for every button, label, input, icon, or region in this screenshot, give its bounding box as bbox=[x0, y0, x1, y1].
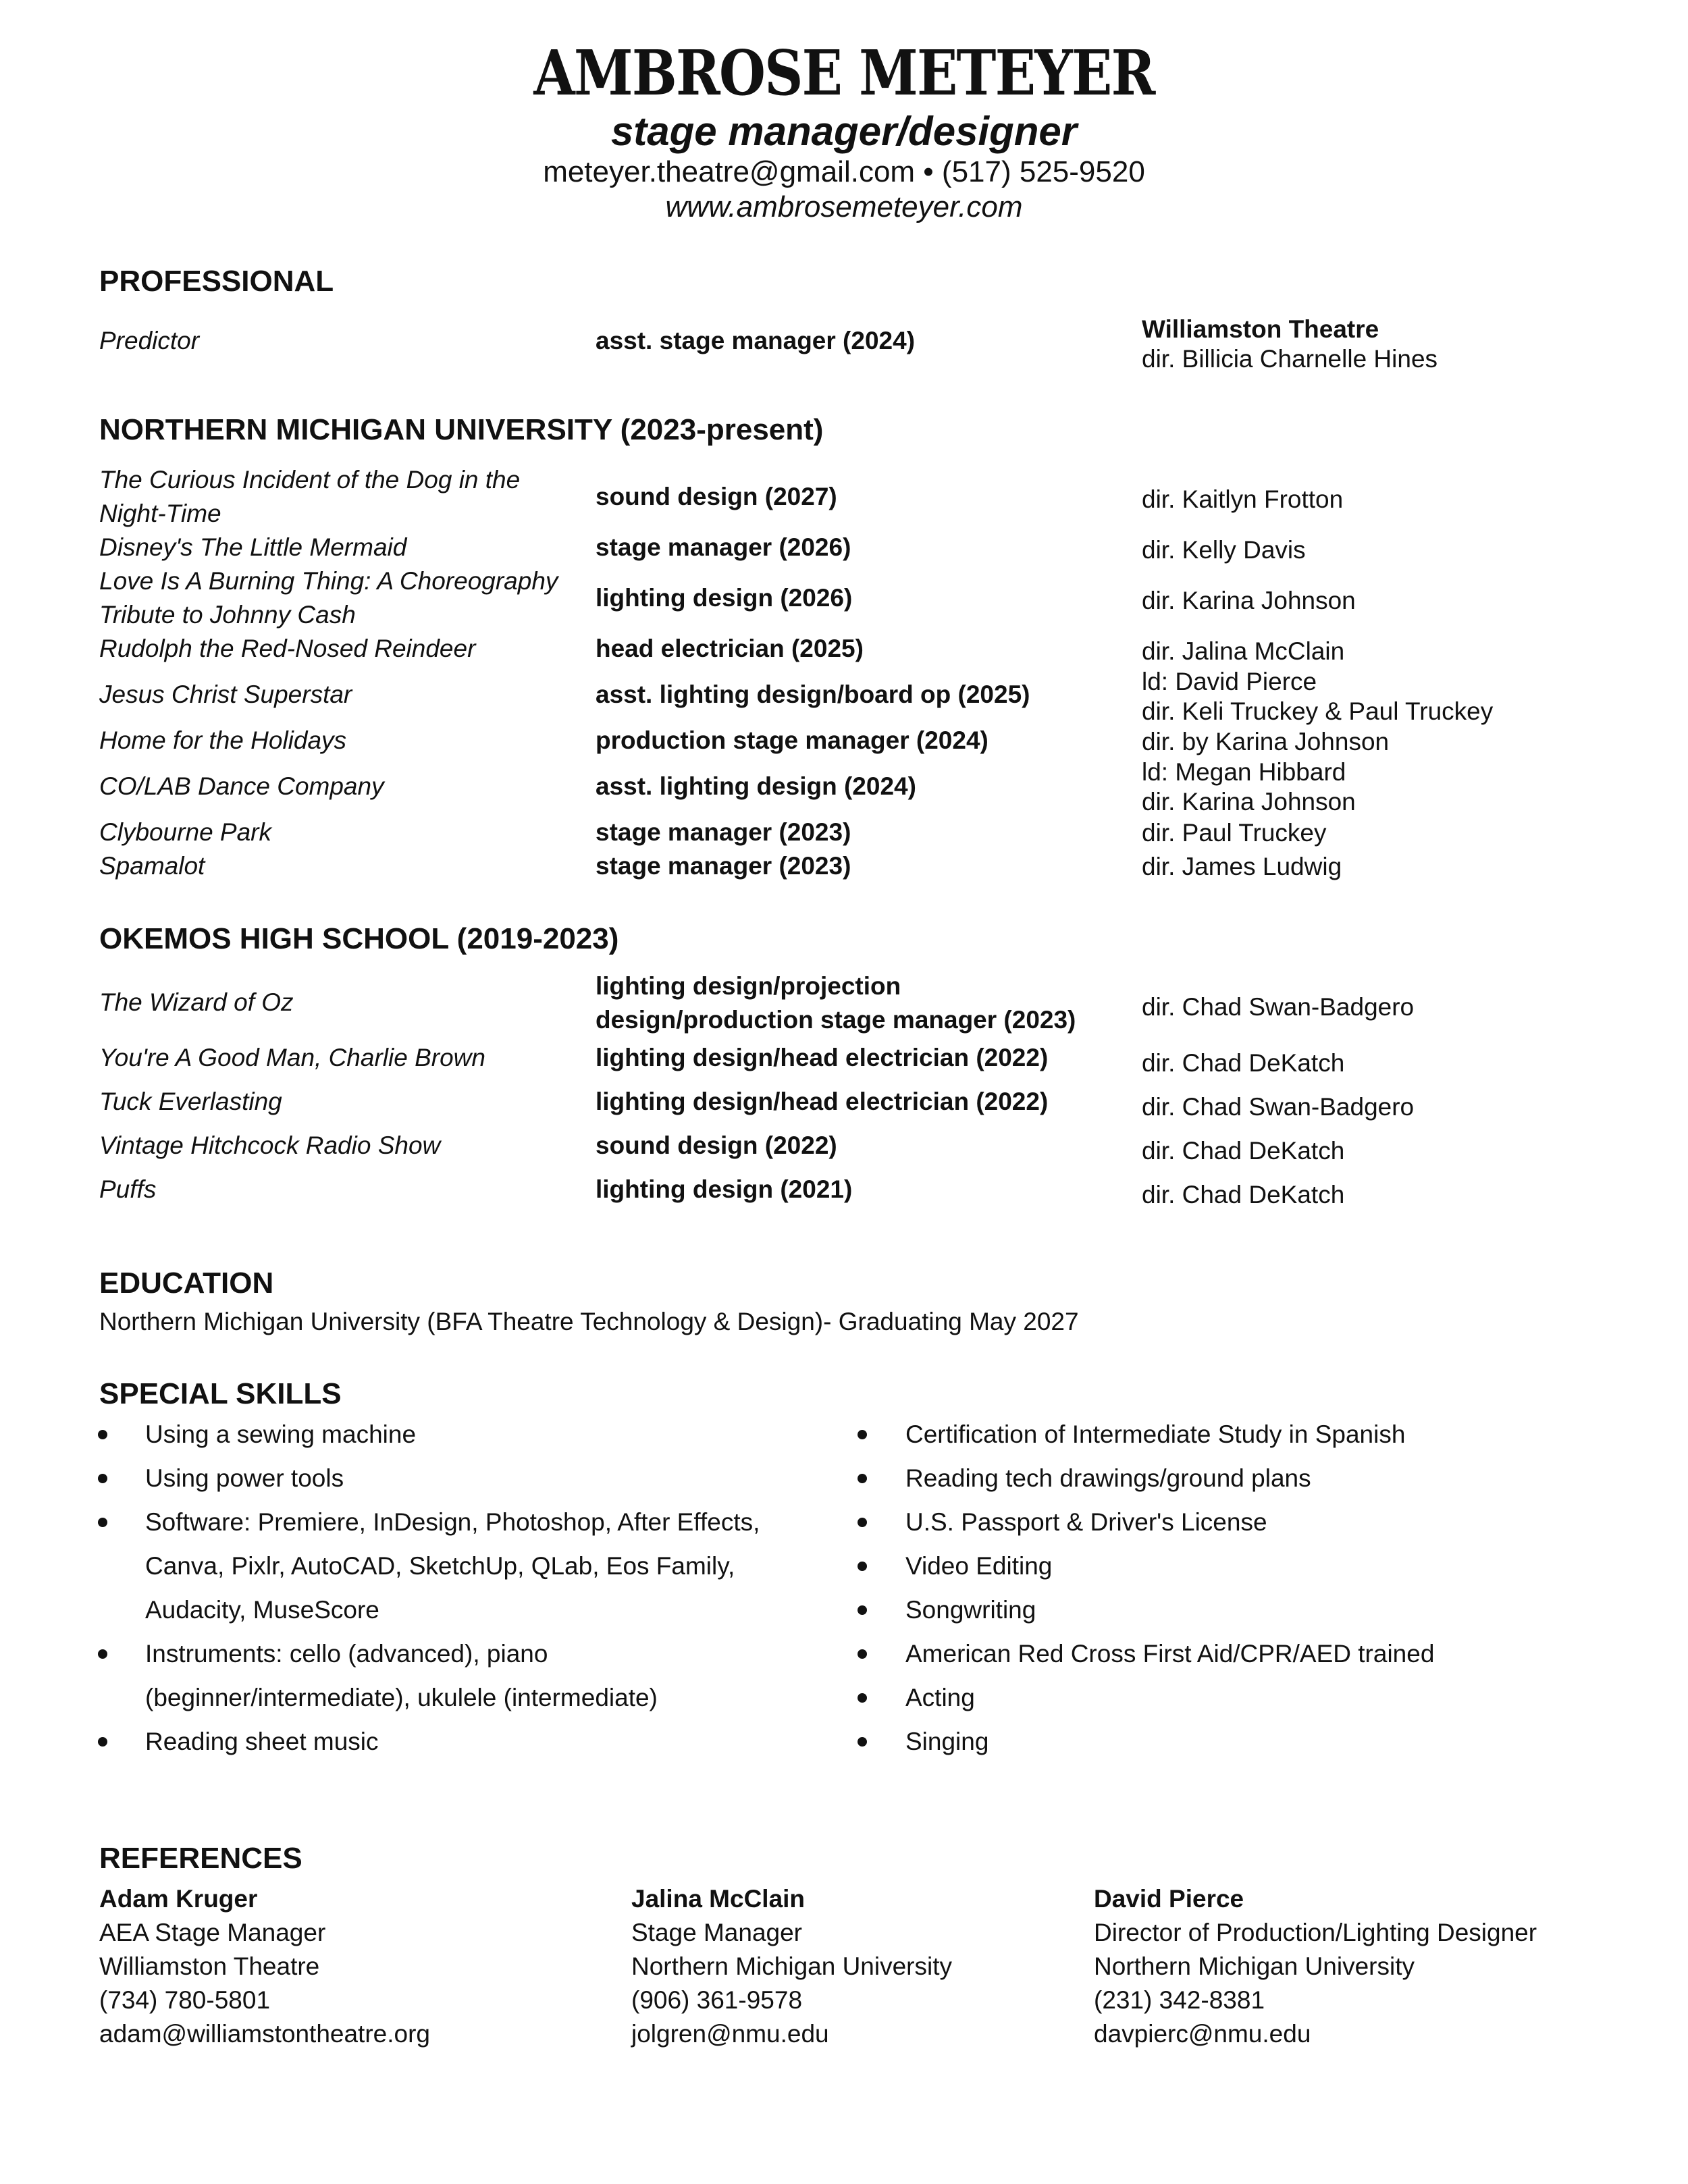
contact-line: meteyer.theatre@gmail.com • (517) 525-9520 bbox=[543, 155, 1145, 188]
role: head electrician (2025) bbox=[596, 635, 864, 662]
role: sound design (2022) bbox=[596, 1131, 837, 1159]
director: dir. Karina Johnson bbox=[1142, 587, 1356, 614]
role: asst. lighting design (2024) bbox=[596, 772, 916, 800]
reference-jalina-mcclain bbox=[631, 1882, 952, 2051]
skill-item-cont: Canva, Pixlr, AutoCAD, SketchUp, QLab, Eos Family, bbox=[145, 1552, 735, 1580]
skill-item: Singing bbox=[905, 1728, 989, 1755]
director: dir. Chad Swan-Badgero bbox=[1142, 993, 1415, 1021]
skill-item: American Red Cross First Aid/CPR/AED trained bbox=[905, 1640, 1435, 1668]
role: lighting design/projection bbox=[596, 972, 901, 1000]
director: dir. Kaitlyn Frotton bbox=[1142, 485, 1344, 513]
okemos-heading: OKEMOS HIGH SCHOOL (2019-2023) bbox=[99, 922, 619, 955]
skill-item: Using power tools bbox=[145, 1464, 344, 1492]
education-entry: Northern Michigan University (BFA Theatre Technology & Design)- Graduating May 2027 bbox=[99, 1308, 1079, 1335]
reference-name: David Pierce bbox=[1094, 1885, 1244, 1913]
role: lighting design/head electrician (2022) bbox=[596, 1044, 1049, 1071]
director: dir. Keli Truckey & Paul Truckey bbox=[1142, 697, 1494, 725]
bullet-icon bbox=[858, 1605, 867, 1615]
reference-title: Stage Manager bbox=[631, 1919, 803, 1946]
company: Williamston Theatre bbox=[1142, 315, 1379, 343]
reference-david-pierce bbox=[1094, 1882, 1537, 2051]
role: sound design (2027) bbox=[596, 483, 837, 510]
reference-name: Adam Kruger bbox=[99, 1885, 258, 1913]
show-title: Clybourne Park bbox=[99, 818, 272, 846]
bullet-icon bbox=[98, 1737, 107, 1747]
skill-item: Certification of Intermediate Study in Spanish bbox=[905, 1420, 1406, 1448]
bullet-icon bbox=[98, 1430, 107, 1439]
skill-item: Acting bbox=[905, 1684, 975, 1711]
bullet-icon bbox=[858, 1649, 867, 1659]
bullet-icon bbox=[858, 1562, 867, 1571]
director: dir. James Ludwig bbox=[1142, 853, 1342, 880]
role: production stage manager (2024) bbox=[596, 726, 988, 754]
nmu-heading: NORTHERN MICHIGAN UNIVERSITY (2023-present) bbox=[99, 413, 824, 446]
reference-email[interactable]: davpierc@nmu.edu bbox=[1094, 2020, 1311, 2048]
bullet-icon bbox=[858, 1693, 867, 1703]
show-title: Puffs bbox=[99, 1175, 157, 1203]
bullet-icon bbox=[858, 1518, 867, 1527]
resume-title: stage manager/designer bbox=[610, 109, 1078, 154]
show-title: Home for the Holidays bbox=[99, 726, 347, 754]
reference-phone: (734) 780-5801 bbox=[99, 1986, 271, 2014]
show-title: Love Is A Burning Thing: A Choreography bbox=[99, 567, 558, 595]
role: lighting design/head electrician (2022) bbox=[596, 1088, 1049, 1115]
skill-item: U.S. Passport & Driver's License bbox=[905, 1508, 1267, 1536]
bullet-icon bbox=[858, 1474, 867, 1483]
show-title: Tuck Everlasting bbox=[99, 1088, 282, 1115]
reference-org: Williamston Theatre bbox=[99, 1952, 320, 1980]
bullet-icon bbox=[98, 1474, 107, 1483]
reference-email[interactable]: jolgren@nmu.edu bbox=[631, 2020, 829, 2048]
director: dir. Billicia Charnelle Hines bbox=[1142, 345, 1438, 373]
director: dir. Chad DeKatch bbox=[1142, 1049, 1345, 1077]
reference-name: Jalina McClain bbox=[631, 1885, 806, 1913]
skill-item: Reading sheet music bbox=[145, 1728, 379, 1755]
show-title: Rudolph the Red-Nosed Reindeer bbox=[99, 635, 476, 662]
skill-item: Reading tech drawings/ground plans bbox=[905, 1464, 1311, 1492]
role: stage manager (2026) bbox=[596, 533, 851, 561]
website-link[interactable]: www.ambrosemeteyer.com bbox=[665, 190, 1023, 223]
reference-title: AEA Stage Manager bbox=[99, 1919, 326, 1946]
bullet-icon bbox=[98, 1649, 107, 1659]
skill-item-cont: (beginner/intermediate), ukulele (intermediate) bbox=[145, 1684, 658, 1711]
director: dir. Chad DeKatch bbox=[1142, 1137, 1345, 1165]
reference-title: Director of Production/Lighting Designer bbox=[1094, 1919, 1537, 1946]
role: lighting design (2026) bbox=[596, 584, 853, 612]
skill-item-cont: Audacity, MuseScore bbox=[145, 1596, 379, 1624]
skill-item: Software: Premiere, InDesign, Photoshop, After Effects, bbox=[145, 1508, 760, 1536]
role: lighting design (2021) bbox=[596, 1175, 853, 1203]
role: stage manager (2023) bbox=[596, 852, 851, 880]
skill-item: Using a sewing machine bbox=[145, 1420, 417, 1448]
lighting-designer: ld: David Pierce bbox=[1142, 668, 1317, 695]
director: dir. Chad DeKatch bbox=[1142, 1181, 1345, 1208]
education-heading: EDUCATION bbox=[99, 1267, 274, 1300]
reference-org: Northern Michigan University bbox=[631, 1952, 953, 1980]
show-title-cont: Tribute to Johnny Cash bbox=[99, 601, 356, 629]
show-title: Vintage Hitchcock Radio Show bbox=[99, 1131, 441, 1159]
show-title: The Wizard of Oz bbox=[99, 988, 294, 1016]
director: dir. by Karina Johnson bbox=[1142, 728, 1390, 755]
director: dir. Kelly Davis bbox=[1142, 536, 1306, 564]
show-title: Jesus Christ Superstar bbox=[99, 681, 352, 708]
role: asst. stage manager (2024) bbox=[596, 327, 916, 354]
reference-org: Northern Michigan University bbox=[1094, 1952, 1415, 1980]
reference-email[interactable]: adam@williamstontheatre.org bbox=[99, 2020, 430, 2048]
role-cont: design/production stage manager (2023) bbox=[596, 1006, 1076, 1034]
show-title: Disney's The Little Mermaid bbox=[99, 533, 407, 561]
role: stage manager (2023) bbox=[596, 818, 851, 846]
role: asst. lighting design/board op (2025) bbox=[596, 681, 1030, 708]
bullet-icon bbox=[858, 1737, 867, 1747]
show-title: Spamalot bbox=[99, 852, 205, 880]
show-title-cont: Night-Time bbox=[99, 500, 221, 527]
reference-adam-kruger bbox=[99, 1882, 430, 2051]
professional-heading: PROFESSIONAL bbox=[99, 265, 334, 298]
director: dir. Chad Swan-Badgero bbox=[1142, 1093, 1415, 1121]
reference-phone: (906) 361-9578 bbox=[631, 1986, 803, 2014]
show-title: Predictor bbox=[99, 327, 200, 354]
resume-name: AMBROSE METEYER bbox=[533, 36, 1155, 109]
director: dir. Karina Johnson bbox=[1142, 788, 1356, 816]
reference-phone: (231) 342-8381 bbox=[1094, 1986, 1265, 2014]
director: dir. Jalina McClain bbox=[1142, 637, 1345, 665]
show-title: You're A Good Man, Charlie Brown bbox=[99, 1044, 485, 1071]
show-title: The Curious Incident of the Dog in the bbox=[99, 466, 521, 494]
skills-heading: SPECIAL SKILLS bbox=[99, 1377, 342, 1410]
director: dir. Paul Truckey bbox=[1142, 819, 1327, 847]
lighting-designer: ld: Megan Hibbard bbox=[1142, 758, 1346, 786]
skill-item: Songwriting bbox=[905, 1596, 1036, 1624]
bullet-icon bbox=[858, 1430, 867, 1439]
references-heading: REFERENCES bbox=[99, 1842, 302, 1875]
bullet-icon bbox=[98, 1518, 107, 1527]
skill-item: Instruments: cello (advanced), piano bbox=[145, 1640, 548, 1668]
skill-item: Video Editing bbox=[905, 1552, 1053, 1580]
show-title: CO/LAB Dance Company bbox=[99, 772, 384, 800]
